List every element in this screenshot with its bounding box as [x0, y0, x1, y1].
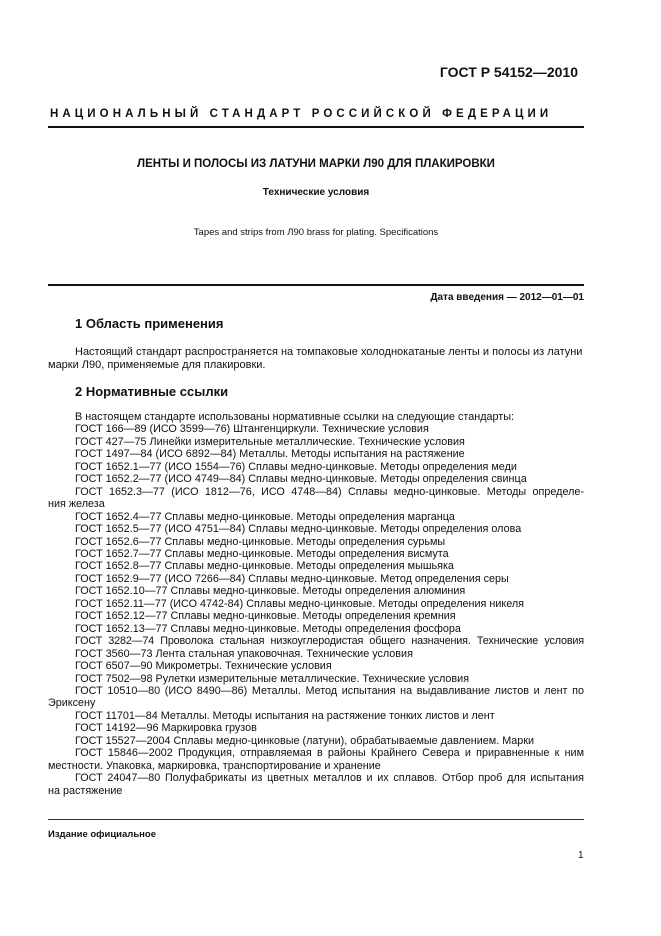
document-title: ЛЕНТЫ И ПОЛОСЫ ИЗ ЛАТУНИ МАРКИ Л90 ДЛЯ ПЛАКИРОВКИ: [137, 158, 495, 170]
reference-line: ГОСТ 11701—84 Металлы. Методы испытания на растяжение тонких листов и лент: [75, 709, 495, 722]
reference-line: ГОСТ 3282—74 Проволока стальная низкоуглеродистая общего назначения. Технические условия: [75, 635, 584, 648]
reference-line: ГОСТ 24047—80 Полуфабрикаты из цветных металлов и их сплавов. Отбор проб для испытания: [75, 772, 584, 785]
document-number: ГОСТ Р 54152—2010: [439, 64, 578, 80]
reference-line: ГОСТ 1652.10—77 Сплавы медно-цинковые. Методы определения алюминия: [75, 585, 466, 598]
reference-line: ГОСТ 1652.5—77 (ИСО 4751—84) Сплавы медно-цинковые. Методы определения олова: [75, 523, 522, 536]
section-1-text: [48, 346, 583, 372]
reference-line: ГОСТ 1652.3—77 (ИСО 1812—76, ИСО 4748—84) Сплавы медно-цинковые. Методы определе-: [75, 485, 584, 498]
header-rule: [48, 284, 584, 286]
effective-date: Дата введения — 2012—01—01: [430, 292, 584, 303]
reference-line-continuation: Эриксену: [48, 697, 96, 710]
reference-line: ГОСТ 15846—2002 Продукция, отправляемая в районы Крайнего Севера и приравненные к ним: [75, 747, 584, 760]
national-standard-banner: НАЦИОНАЛЬНЫЙ СТАНДАРТ РОССИЙСКОЙ ФЕДЕРАЦИИ: [50, 108, 553, 120]
reference-line: ГОСТ 166—89 (ИСО 3599—76) Штангенциркули. Технические условия: [75, 423, 429, 436]
section-1-line-1: Настоящий стандарт распространяется на томпаковые холоднокатаные ленты и полосы из латуни: [75, 346, 583, 358]
reference-line: ГОСТ 1652.7—77 Сплавы медно-цинковые. Методы определения висмута: [75, 547, 449, 560]
reference-line: ГОСТ 1652.6—77 Сплавы медно-цинковые. Методы определения сурьмы: [75, 535, 446, 548]
footer-rule: [48, 819, 584, 820]
reference-line: ГОСТ 1652.9—77 (ИСО 7266—84) Сплавы медно-цинковые. Метод определения серы: [75, 572, 509, 585]
reference-line: ГОСТ 10510—80 (ИСО 8490—86) Металлы. Метод испытания на выдавливание листов и лент по: [75, 684, 584, 697]
reference-line-continuation: местности. Упаковка, маркировка, транспортирование и хранение: [48, 759, 381, 772]
reference-line: ГОСТ 1652.4—77 Сплавы медно-цинковые. Методы определения марганца: [75, 510, 455, 523]
reference-line: ГОСТ 15527—2004 Сплавы медно-цинковые (латуни), обрабатываемые давлением. Марки: [75, 734, 535, 747]
reference-line: ГОСТ 1652.1—77 (ИСО 1554—76) Сплавы медно-цинковые. Методы определения меди: [75, 460, 517, 473]
reference-line: ГОСТ 14192—96 Маркировка грузов: [75, 722, 257, 735]
english-title: Tapes and strips from Л90 brass for plating. Specifications: [193, 227, 439, 238]
section-1-line-2: марки Л90, применяемые для плакировки.: [48, 359, 266, 371]
reference-line: ГОСТ 427—75 Линейки измерительные металлические. Технические условия: [75, 435, 465, 448]
reference-line: ГОСТ 6507—90 Микрометры. Технические условия: [75, 660, 332, 673]
reference-line: ГОСТ 1497—84 (ИСО 6892—84) Металлы. Методы испытания на растяжение: [75, 448, 465, 461]
document-subtitle: Технические условия: [262, 187, 370, 198]
official-edition-label: Издание официальное: [48, 829, 156, 840]
references-intro: В настоящем стандарте использованы нормативные ссылки на следующие стандарты:: [75, 411, 514, 423]
section-2-heading: 2 Нормативные ссылки: [75, 384, 229, 399]
reference-line-continuation: ния железа: [48, 498, 105, 511]
reference-line: ГОСТ 1652.12—77 Сплавы медно-цинковые. Методы определения кремния: [75, 610, 456, 623]
top-rule: [48, 126, 584, 128]
reference-line-continuation: на растяжение: [48, 784, 123, 797]
section-1-heading: 1 Область применения: [75, 316, 224, 331]
reference-line: ГОСТ 1652.2—77 (ИСО 4749—84) Сплавы медно-цинковые. Методы определения свинца: [75, 473, 527, 486]
reference-line: ГОСТ 3560—73 Лента стальная упаковочная. Технические условия: [75, 647, 413, 660]
reference-line: ГОСТ 1652.8—77 Сплавы медно-цинковые. Методы определения мышьяка: [75, 560, 454, 573]
normative-references: [48, 411, 584, 797]
reference-line: ГОСТ 7502—98 Рулетки измерительные металлические. Технические условия: [75, 672, 470, 685]
reference-line: ГОСТ 1652.13—77 Сплавы медно-цинковые. Методы определения фосфора: [75, 622, 461, 635]
page-number: 1: [578, 850, 584, 861]
reference-line: ГОСТ 1652.11—77 (ИСО 4742-84) Сплавы медно-цинковые. Методы определения никеля: [75, 597, 525, 610]
